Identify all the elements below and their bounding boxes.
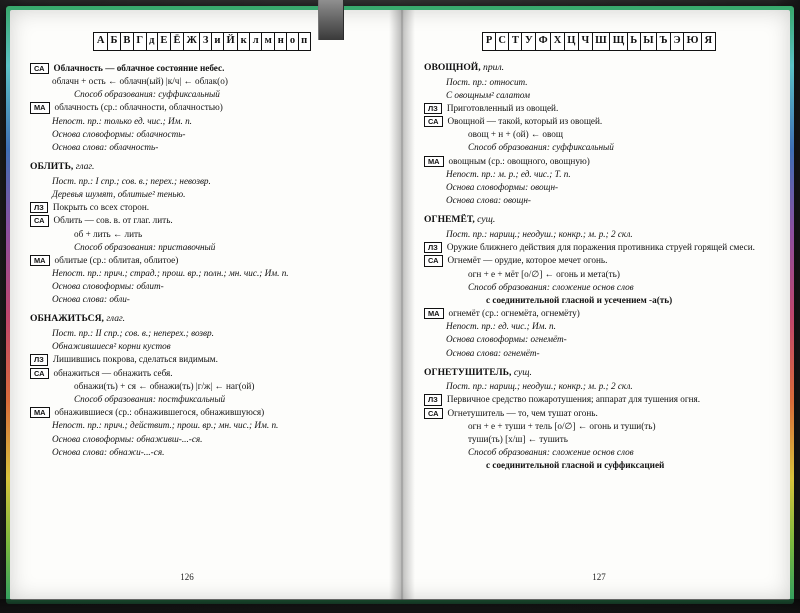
alpha-cell[interactable]: Е	[158, 33, 171, 50]
analysis-tag-sa: СА	[424, 408, 443, 419]
alpha-cell[interactable]: Ь	[628, 33, 641, 50]
page-number-right: 127	[592, 572, 606, 583]
analysis-tag-sa: СА	[30, 215, 49, 226]
alpha-cell[interactable]: л	[250, 33, 262, 50]
analysis-tag-lz: ЛЗ	[424, 242, 442, 253]
analysis-tag-ma: МА	[30, 407, 50, 418]
entry-text: Основа словоформы: облит-	[52, 281, 164, 292]
dictionary-entry	[30, 62, 374, 153]
entry-text: облачн + ость ← облачн(ый) |к/ч| ← облак(о)	[52, 76, 228, 87]
entry-text: Основа словоформы: овощн-	[446, 181, 559, 192]
page-number-left: 126	[180, 572, 194, 583]
entry-definition: Первичное средство пожаротушения; аппарат для тушения огня.	[446, 394, 701, 405]
alpha-cell[interactable]: н	[275, 33, 287, 50]
dictionary-entry	[424, 62, 774, 206]
analysis-tag-lz: ЛЗ	[30, 202, 48, 213]
alpha-cell[interactable]: д	[147, 33, 158, 50]
entry-text: Способ образования: суффиксальный	[468, 142, 614, 153]
entry-text: Овощной — такой, который из овощей.	[447, 116, 603, 127]
alpha-cell[interactable]: Г	[134, 33, 147, 50]
alpha-cell[interactable]: Ч	[579, 33, 593, 50]
alpha-cell[interactable]: Й	[224, 33, 238, 50]
analysis-tag-sa: СА	[30, 368, 49, 379]
entry-headword: ОГНЕТУШИТЕЛЬ, сущ.	[424, 366, 532, 378]
entry-text: Основа словоформы: огнемёт-	[446, 334, 567, 345]
alpha-cell[interactable]: и	[212, 33, 224, 50]
alphabet-index-left[interactable]	[93, 32, 310, 51]
entry-headword: ОБЛИТЬ, глаг.	[30, 161, 95, 173]
analysis-tag-ma: МА	[424, 156, 444, 167]
entry-text: Пост. пр.: нарищ.; неодуш.; конкр.; м. р.; 2 скл.	[446, 381, 633, 392]
entry-text: Пост. пр.: нарищ.; неодуш.; конкр.; м. р.; 2 скл.	[446, 228, 633, 239]
entry-text: Способ образования: постфиксальный	[74, 394, 226, 405]
entry-text: Основа словоформы: облачность-	[52, 128, 186, 139]
entry-text: Основа словоформы: обнаживш-...-ся.	[52, 433, 203, 444]
entry-example: Деревья шумят, облитые² тенью.	[52, 188, 186, 199]
dictionary-entry	[30, 313, 374, 457]
alpha-cell[interactable]: Б	[108, 33, 121, 50]
headword-text: ОБЛИТЬ	[30, 161, 71, 173]
entry-text: Основа слова: овощн-	[446, 195, 531, 206]
headword-text: ОГНЕМЁТ	[424, 214, 473, 226]
entry-morphemes: огн + е + мёт [о/∅] ← огонь и мета(ть)	[468, 268, 620, 279]
alpha-cell[interactable]: Ж	[184, 33, 200, 50]
dictionary-entry	[424, 367, 774, 472]
entry-text: облачность (ср.: облачности, облачностью)	[54, 102, 223, 113]
alpha-cell[interactable]: м	[262, 33, 275, 50]
analysis-tag-lz: ЛЗ	[424, 394, 442, 405]
right-page	[404, 10, 790, 600]
entry-morphemes: огн + е + туши + тель [о/∅] ← огонь и туши(ть)	[468, 420, 656, 431]
alpha-cell[interactable]: Ю	[684, 33, 702, 50]
entry-text: облитые (ср.: облитая, облитое)	[54, 254, 179, 265]
entry-text: Непост. пр.: м. р.; ед. чис.; Т. п.	[446, 168, 571, 179]
entry-text: Основа слова: огнемёт-	[446, 347, 540, 358]
entry-text: Способ образования: сложение основ слов	[468, 447, 634, 458]
entry-morphemes: овощ + н + (ой) ← овощ	[468, 129, 563, 140]
entry-headword: ОБНАЖИТЬСЯ, глаг.	[30, 313, 126, 325]
entry-text: Способ образования: приставочный	[74, 241, 216, 252]
entry-definition: Лишившись покрова, сделаться видимым.	[52, 354, 218, 365]
entry-morphemes: об + лить ← лить	[74, 228, 143, 239]
entry-definition: Оружие ближнего действия для поражения противника струей горящей смеси.	[446, 242, 755, 253]
entry-example: Обнажившиеся² корни кустов	[52, 341, 171, 352]
entry-text: Огнетушитель — то, чем тушат огонь.	[447, 407, 598, 418]
alpha-cell[interactable]: А	[94, 33, 108, 50]
bookmark-ribbon	[318, 0, 344, 40]
alpha-cell[interactable]: Р	[483, 33, 495, 50]
entry-text: Способ образования: суффиксальный	[74, 89, 220, 100]
alpha-cell[interactable]: о	[287, 33, 298, 50]
alpha-cell[interactable]: З	[200, 33, 212, 50]
alpha-cell[interactable]: Ё	[171, 33, 184, 50]
entry-text: Непост. пр.: прич.; действит.; прош. вр.; мн. чис.; Им. п.	[52, 420, 279, 431]
entry-text: Непост. пр.: ед. чис.; Им. п.	[446, 321, 556, 332]
analysis-tag-ma: МА	[30, 255, 50, 266]
alpha-cell[interactable]: Щ	[610, 33, 628, 50]
alpha-cell[interactable]: Я	[704, 35, 713, 46]
entry-text: Огнемёт — орудие, которое мечет огонь.	[447, 255, 608, 266]
alpha-cell[interactable]: Ы	[641, 33, 657, 50]
analysis-tag-ma: МА	[30, 102, 50, 113]
alpha-cell[interactable]: Ъ	[657, 33, 671, 50]
entry-morphemes: обнажи(ть) + ся ← обнажи(ть) |г/ж| ← наг(ой)	[74, 380, 255, 391]
alpha-cell[interactable]: п	[301, 35, 308, 46]
entry-text: Способ образования: сложение основ слов	[468, 281, 634, 292]
analysis-tag-lz: ЛЗ	[30, 354, 48, 365]
part-of-speech: сущ.	[477, 214, 496, 226]
part-of-speech: глаг.	[75, 161, 95, 173]
part-of-speech: сущ.	[513, 366, 532, 378]
entry-text: обнажившиеся (ср.: обнажившегося, обнажившуюся)	[54, 407, 265, 418]
headword-text: ОГНЕТУШИТЕЛЬ	[424, 366, 510, 378]
alphabet-index-right[interactable]	[482, 32, 715, 51]
dictionary-entry	[30, 161, 374, 305]
entry-text: овощным (ср.: овощного, овощную)	[448, 155, 590, 166]
entry-text: Непост. пр.: прич.; страд.; прош. вр.; полн.; мн. чис.; Им. п.	[52, 268, 289, 279]
alpha-cell[interactable]: В	[121, 33, 134, 50]
part-of-speech: глаг.	[106, 313, 126, 325]
alpha-cell[interactable]: Т	[509, 33, 522, 50]
entry-text: Пост. пр.: относит.	[446, 76, 528, 87]
left-page	[10, 10, 390, 600]
entry-text: Основа слова: обнажи-...-ся.	[52, 446, 165, 457]
entry-text: Пост. пр.: I спр.; сов. в.; перех.; невозвр.	[52, 175, 211, 186]
analysis-tag-lz: ЛЗ	[424, 103, 442, 114]
alpha-cell[interactable]: Ц	[565, 33, 579, 50]
entry-example: С овощным² салатом	[446, 89, 530, 100]
entry-definition: Приготовленный из овощей.	[446, 102, 559, 113]
entry-text: огнемёт (ср.: огнемёта, огнемёту)	[448, 307, 580, 318]
alpha-cell[interactable]: С	[496, 33, 510, 50]
entry-text: Пост. пр.: II спр.; сов. в.; неперех.; возвр.	[52, 328, 214, 339]
analysis-tag-sa: СА	[30, 63, 49, 74]
entry-headword: ОВОЩНОЙ, прил.	[424, 61, 505, 73]
table-surface	[0, 599, 800, 613]
analysis-tag-ma: МА	[424, 308, 444, 319]
analysis-tag-sa: СА	[424, 255, 443, 266]
analysis-tag-sa: СА	[424, 116, 443, 127]
alpha-cell[interactable]: Х	[551, 33, 565, 50]
entry-text: обнажиться — обнажить себя.	[53, 367, 173, 378]
entry-text: Облить — сов. в. от глаг. лить.	[53, 215, 173, 226]
entry-text: с соединительной гласной и суффиксацией	[486, 460, 665, 471]
entry-text: с соединительной гласной и усечением -а(ть)	[486, 294, 673, 305]
entry-text: Основа слова: облачность-	[52, 141, 159, 152]
entry-text: Непост. пр.: только ед. чис.; Им. п.	[52, 115, 192, 126]
entry-headword: ОГНЕМЁТ, сущ.	[424, 214, 496, 226]
dictionary-entry	[424, 214, 774, 358]
alpha-cell[interactable]: У	[522, 33, 536, 50]
headword-text: ОВОЩНОЙ	[424, 61, 479, 73]
alpha-cell[interactable]: Ф	[536, 33, 551, 50]
entry-text: Основа слова: обли-	[52, 294, 130, 305]
alpha-cell[interactable]: Ш	[593, 33, 611, 50]
entry-text: Облачность — облачное состояние небес.	[53, 62, 225, 73]
part-of-speech: прил.	[483, 61, 505, 73]
entry-morphemes: туши(ть) [х/ш] ← тушить	[468, 434, 568, 445]
alpha-cell[interactable]: к	[238, 33, 250, 50]
entry-definition: Покрыть со всех сторон.	[52, 202, 150, 212]
alpha-cell[interactable]: Э	[671, 33, 684, 50]
headword-text: ОБНАЖИТЬСЯ	[30, 313, 102, 325]
